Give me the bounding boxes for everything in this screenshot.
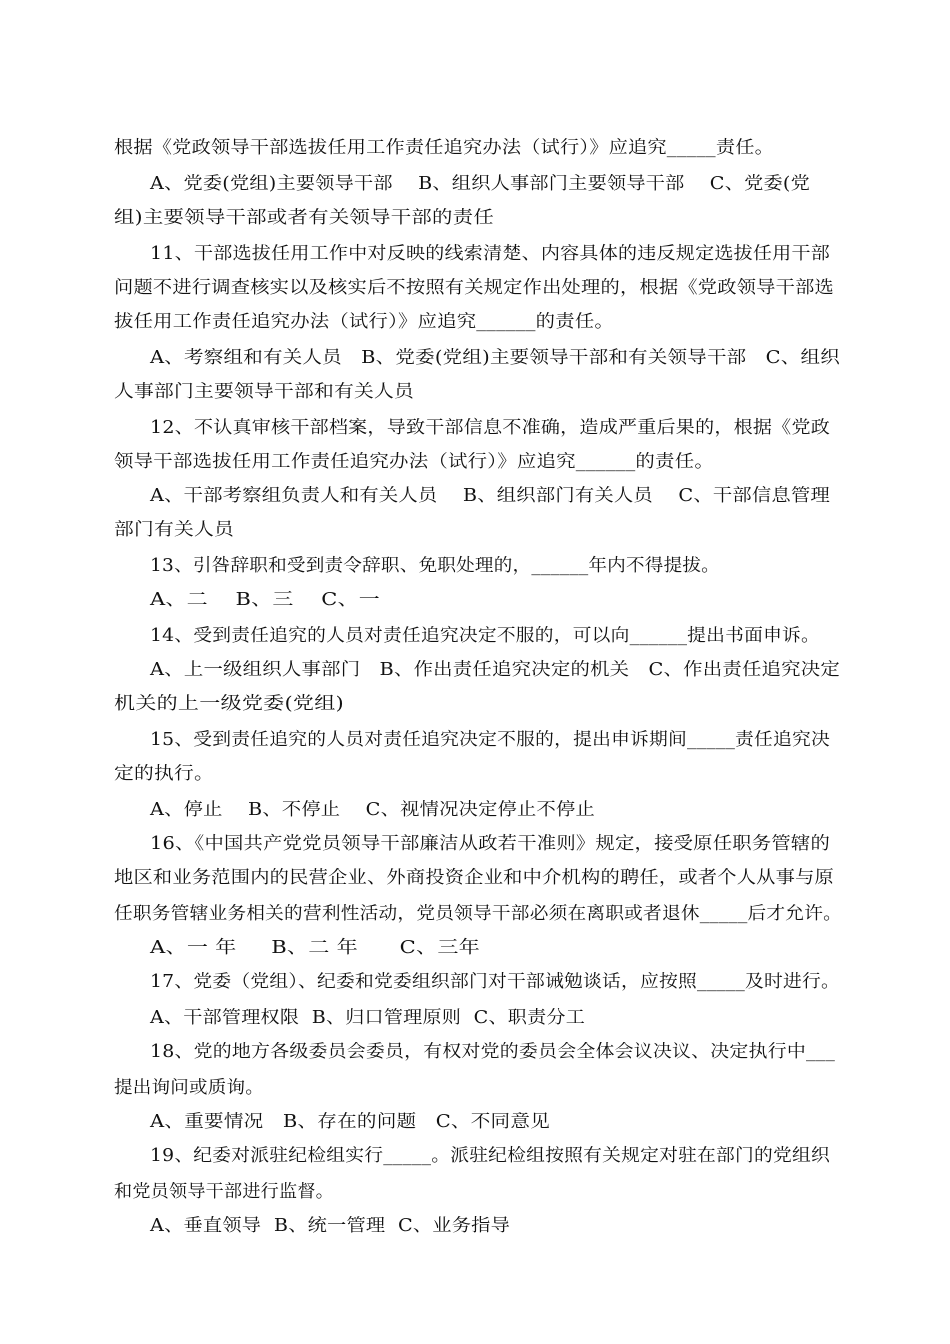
option-line: A、一 年 B、二 年 C、三年 <box>150 938 480 958</box>
question-line: 18、党的地方各级委员会委员，有权对党的委员会全体会议决议、决定执行中___ <box>150 1042 835 1062</box>
option-line: A、垂直领导 B、统一管理 C、业务指导 <box>150 1216 510 1236</box>
option-line: A、重要情况 B、存在的问题 C、不同意见 <box>150 1112 550 1132</box>
option-line: A、干部考察组负责人和有关人员 B、组织部门有关人员 C、干部信息管理 <box>150 486 830 506</box>
text-line: 部门有关人员 <box>114 520 234 540</box>
text-line: 提出询问或质询。 <box>114 1078 264 1098</box>
option-line: A、党委(党组)主要领导干部 B、组织人事部门主要领导干部 C、党委(党 <box>150 174 810 194</box>
text-line: 领导干部选拔任用工作责任追究办法（试行）》应追究______的责任。 <box>114 452 714 472</box>
question-line: 17、党委（党组）、纪委和党委组织部门对干部诫勉谈话，应按照_____及时进行。 <box>150 972 841 992</box>
question-line: 15、受到责任追究的人员对责任追究决定不服的，提出申诉期间_____责任追究决 <box>150 730 830 750</box>
text-line: 根据《党政领导干部选拔任用工作责任追究办法（试行）》应追究_____责任。 <box>114 138 774 158</box>
text-line: 拔任用工作责任追究办法（试行）》应追究______的责任。 <box>114 312 614 332</box>
option-line: A、停止 B、不停止 C、视情况决定停止不停止 <box>150 800 595 820</box>
text-line: 问题不进行调查核实以及核实后不按照有关规定作出处理的，根据《党政领导干部选 <box>114 278 834 298</box>
option-line: A、上一级组织人事部门 B、作出责任追究决定的机关 C、作出责任追究决定 <box>150 660 840 680</box>
option-line: A、考察组和有关人员 B、党委(党组)主要领导干部和有关领导干部 C、组织 <box>150 348 840 368</box>
text-line: 人事部门主要领导干部和有关人员 <box>114 382 414 402</box>
option-line: A、干部管理权限 B、归口管理原则 C、职责分工 <box>150 1008 585 1028</box>
question-line: 13、引咎辞职和受到责令辞职、免职处理的，______年内不得提拔。 <box>150 556 720 576</box>
question-line: 16、《中国共产党党员领导干部廉洁从政若干准则》规定，接受原任职务管辖的 <box>150 834 831 854</box>
question-line: 19、纪委对派驻纪检组实行_____。派驻纪检组按照有关规定对驻在部门的党组织 <box>150 1146 830 1166</box>
question-line: 14、受到责任追究的人员对责任追究决定不服的，可以向______提出书面申诉。 <box>150 626 820 646</box>
question-line: 12、不认真审核干部档案，导致干部信息不准确，造成严重后果的，根据《党政 <box>150 418 830 438</box>
text-line: 任职务管辖业务相关的营利性活动，党员领导干部必须在离职或者退休_____后才允许。 <box>114 904 842 924</box>
question-line: 11、干部选拔任用工作中对反映的线索清楚、内容具体的违反规定选拔任用干部 <box>150 244 830 264</box>
text-line: 组)主要领导干部或者有关领导干部的责任 <box>114 208 494 228</box>
text-line: 机关的上一级党委(党组) <box>114 694 344 714</box>
text-line: 和党员领导干部进行监督。 <box>114 1182 334 1202</box>
text-line: 定的执行。 <box>114 764 214 784</box>
option-line: A、二 B、三 C、一 <box>150 590 380 610</box>
text-line: 地区和业务范围内的民营企业、外商投资企业和中介机构的聘任，或者个人从事与原 <box>114 868 834 888</box>
